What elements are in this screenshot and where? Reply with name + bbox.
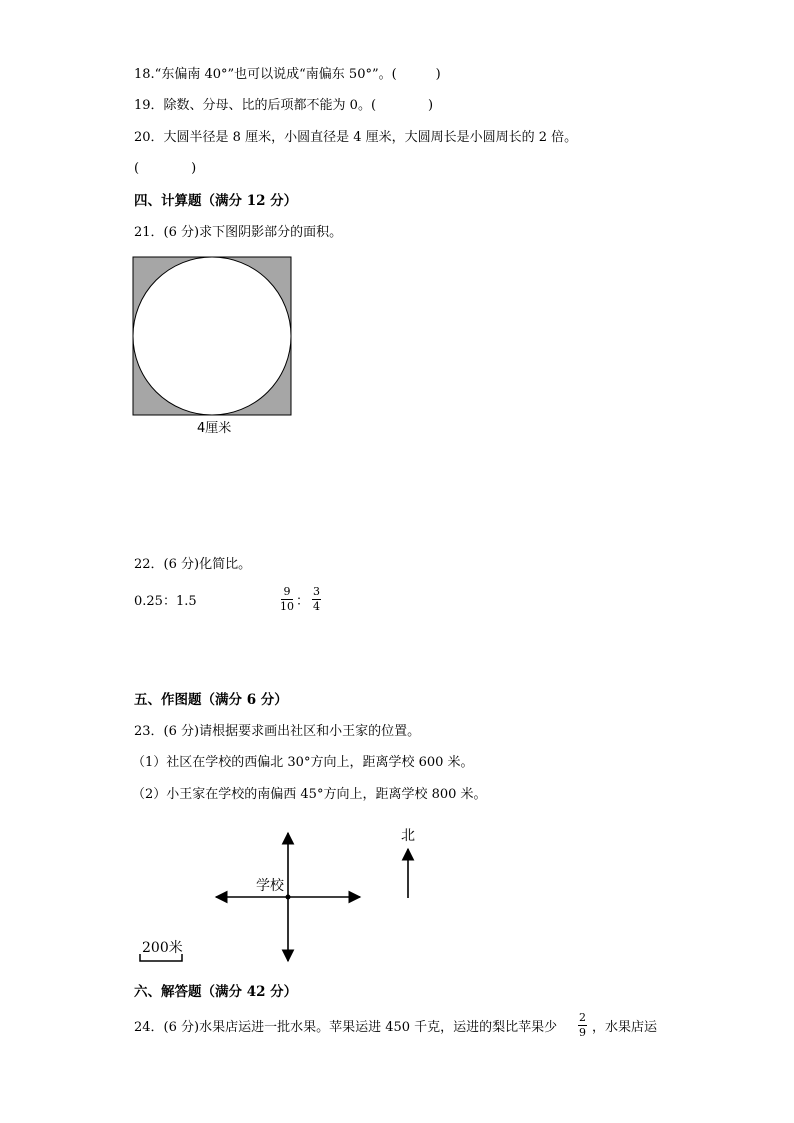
fraction-numerator: 9 — [283, 585, 291, 598]
direction-diagram — [142, 825, 435, 970]
ratio-expression-1: 0.25：1.5 — [134, 594, 197, 609]
fraction-9-10 — [280, 586, 294, 613]
fraction-3-4 — [312, 586, 321, 613]
section-6-heading: 六、解答题（满分 42 分） — [134, 984, 298, 1000]
fraction-denominator: 4 — [313, 600, 320, 613]
section-5-heading: 五、作图题（满分 6 分） — [134, 692, 288, 708]
question-19: 19．除数、分母、比的后项都不能为 0。( ) — [134, 98, 434, 113]
scale-label: 200米 — [142, 940, 183, 956]
square-side-label: 4厘米 — [197, 421, 232, 436]
question-24-text-continued: ，水果店运 — [592, 1020, 658, 1035]
school-label: 学校 — [256, 878, 284, 894]
fraction-2-9 — [578, 1012, 587, 1039]
fraction-numerator: 2 — [579, 1011, 586, 1024]
section-4-heading: 四、计算题（满分 12 分） — [134, 193, 298, 209]
scale-bar — [139, 952, 184, 964]
fraction-denominator: 9 — [579, 1026, 586, 1039]
ratio-colon: ： — [296, 594, 310, 609]
north-label: 北 — [401, 828, 415, 844]
question-20: 20．大圆半径是 8 厘米，小圆直径是 4 厘米，大圆周长是小圆周长的 2 倍。 — [134, 130, 578, 145]
school-point — [286, 895, 291, 900]
question-24-text: 24．(6 分)水果店运进一批水果。苹果运进 450 千克，运进的梨比苹果少 — [134, 1020, 558, 1035]
fraction-denominator: 10 — [280, 600, 294, 613]
question-20-answer-blank: ( ) — [134, 161, 197, 176]
question-23-part-1: （1）社区在学校的西偏北 30°方向上，距离学校 600 米。 — [132, 755, 474, 770]
question-23: 23．(6 分)请根据要求画出社区和小王家的位置。 — [134, 724, 421, 739]
question-22: 22．(6 分)化简比。 — [134, 557, 252, 572]
question-21: 21．(6 分)求下图阴影部分的面积。 — [134, 225, 343, 240]
scale-bar-line — [140, 954, 182, 961]
inscribed-circle — [133, 257, 291, 415]
shaded-square-figure — [132, 256, 294, 418]
question-18: 18.“东偏南 40°”也可以说成“南偏东 50°”。( ) — [134, 67, 441, 82]
fraction-numerator: 3 — [313, 585, 320, 598]
question-23-part-2: （2）小王家在学校的南偏西 45°方向上，距离学校 800 米。 — [132, 787, 487, 802]
